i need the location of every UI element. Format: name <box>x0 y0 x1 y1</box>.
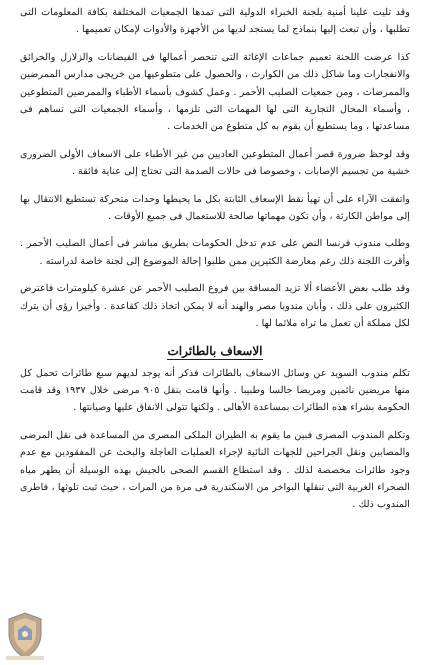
paragraph-gap <box>20 181 410 191</box>
paragraph-gap <box>20 270 410 280</box>
paragraph-gap <box>20 417 410 427</box>
section-paragraph-2: وتكلم المندوب المصرى فبين ما يقوم به الطيران الملكى المصرى من المساعدة فى نقل المرضى والمصابين ونقل الجراحين للجهات النائية لإجراء العمليات العاجلة والبحث عن المفقودين مع عدم وجود طائرات مخصصة لذلك . وقد استطاع القسم الصحى بالجيش بهذه الوسيلة أن يطهر مياه الصحراء الغربية التى تنقلها البواخر من الاسكندرية فى مرة من المرات ، حيث ثبت تلوثها ، فاطرى المندوب ذلك . <box>20 429 410 511</box>
section-title-text: الاسعاف بالطائرات <box>167 343 263 358</box>
section-paragraph-1: تكلم مندوب السويد عن وسائل الاسعاف بالطائرات فذكر أنه يوجد لديهم سبع طائرات تحمل كل منها مريضين نائمين ومريضا جالسا وطبيبا . وأنها قامت بنقل ٩٠٥ مرضى خلال ١٩٣٧ وقد قامت الحكومة بشراء هذه الطائرات بمساعدة الأهالى . ولكنها تتولى الانفاق عليها وصيانتها . <box>20 367 410 414</box>
paragraph-gap <box>20 225 410 235</box>
paragraph-3: وقد لوحظ ضرورة قصر أعمال المتطوعين العاديين من غير الأطباء على الاسعاف الأولى الضرورى خشية من تجسيم الإصابات ، وخصوصا فى حالات الصدمة التى تحتاج إلى عناية فائقة . <box>20 148 410 178</box>
paragraph-5: وطلب مندوب فرنسا النص على عدم تدخل الحكومات بطريق مباشر فى أعمال الصليب الأحمر . وأقرت اللجنة ذلك رغم معارضة الكثيرين ممن طلبوا إحالة الموضوع إلى لجنة خاصة لدراسته . <box>20 238 410 267</box>
paragraph-gap <box>20 136 410 146</box>
paragraph-4: واتفقت الآراء على أن تهيأ نقط الإسعاف الثابتة بكل ما يحيطها وحدات متحركة تستطيع الانتقال بها إلى مواطن الكارثة ، وأن تكون مهماتها صالحة للاستعمال فى جميع الأوقات . <box>20 193 410 223</box>
paragraph-1: وقد تليت علينا أمنية بلجنة الخبراء الدولية التى تمدها الجمعيات المختلفة بكافة المعلومات التى تطلبها ، وأن تبعث إليها بنماذج لما يستجد لديها من الأجهزة والأدوات لإمكان تعميمها . <box>20 7 410 36</box>
paragraph-2: كذا عرضت اللجنة تعميم جماعات الإغاثة التى تنحصر أعمالها فى الفيضانات والزلازل والحرائق والانفجارات وما شاكل ذلك من الكوارث ، والحصول على متطوعيها من خريجى مدارس الممرضين والممرضات ، ومن جمعيات الصليب الأحمر . وعمل كشوف بأسماء الأطباء والممرضين المتطوعين ، وأسماء المحال التجارية التى لها المهمات التى تلزمها ، وأسماء الجمعيات التى تساهم فى مساعدتها ، وما يستطيع أن يقوم به كل متطوع من الخدمات . <box>20 51 410 133</box>
paragraph-gap <box>20 39 410 49</box>
paragraph-6: وقد طلب بعض الأعضاء ألا تزيد المسافة بين فروع الصليب الأحمر عن عشرة كيلومترات فاعترض الكثيرون على ذلك ، وأبان مندوبا مصر والهند أنه لا يمكن اتخاذ ذلك كقاعدة . وأخيرا رؤى أن يترك لكل مملكة أن تعمل ما تراه ملائما لها . <box>20 283 410 330</box>
watermark-logo-icon <box>4 610 46 662</box>
section-heading <box>20 341 410 361</box>
